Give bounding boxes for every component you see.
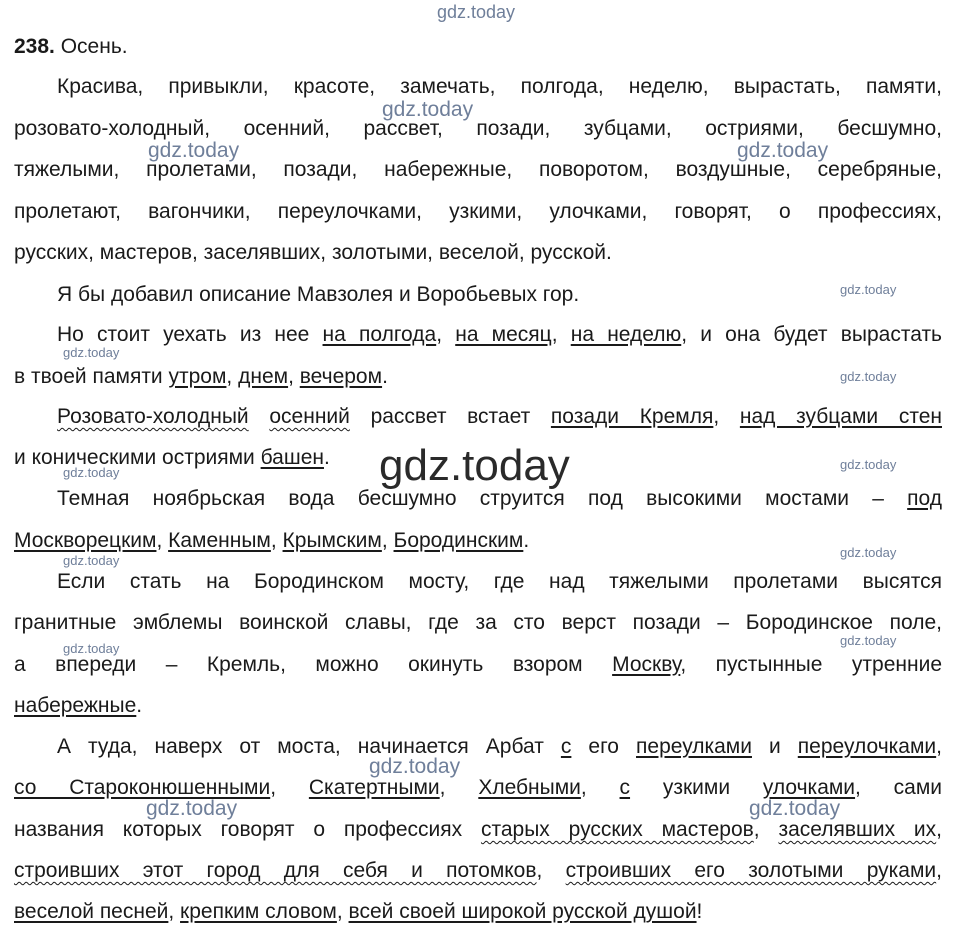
text-line-17: А туда, наверх от моста, начинается Арбат с его переулками и переулочками, — [57, 735, 942, 758]
underlined-word: переулками — [636, 735, 752, 758]
header-watermark: gdz.today — [437, 2, 516, 22]
wavy-underlined-phrase: старых русских мастеров — [480, 818, 754, 841]
wavy-underlined-phrase: строивших этот город для себя и потомков — [14, 859, 537, 882]
text-line-13: Если стать на Бородинском мосту, где над тяжелыми пролетами высятся — [57, 570, 942, 593]
text-line-9: Розовато-холодный осенний рассвет встает позади Кремля, над зубцами стен — [57, 405, 942, 428]
wavy-underlined-phrase: заселявших их — [778, 818, 937, 841]
text-line-19: названия которых говорят о профессиях старых русских мастеров, заселявших их, — [14, 818, 943, 841]
underlined-word: улочками — [762, 776, 856, 799]
underlined-phrase: на месяц — [455, 323, 552, 346]
underlined-word: башен — [260, 446, 324, 469]
wavy-underlined-word: осенний — [269, 405, 350, 428]
watermark: gdz.today — [840, 369, 897, 384]
underlined-phrase: позади Кремля — [550, 405, 714, 428]
text-line-10: и коническими остриями башен. — [14, 446, 330, 469]
wavy-underlined-phrase: строивших его золотыми руками — [565, 859, 937, 882]
text-line-20: строивших этот город для себя и потомков, строивших его золотыми руками, — [14, 859, 942, 882]
text-line-15: а впереди – Кремль, можно окинуть взором Москву, пустынные утренние — [14, 653, 942, 676]
underlined-word: утром — [168, 365, 227, 388]
wordlist-line-1: Красива, привыкли, красоте, замечать, полгода, неделю, вырастать, памяти, — [57, 75, 942, 98]
watermark: gdz.today — [382, 98, 474, 121]
text-line-16: набережные. — [14, 694, 143, 717]
underlined-phrase: над зубцами стен — [739, 405, 942, 428]
text-line-14: гранитные эмблемы воинской славы, где за сто верст позади – Бородинское поле, — [14, 611, 942, 634]
large-watermark: gdz.today — [379, 441, 570, 490]
watermark: gdz.today — [63, 641, 120, 656]
text-line-18: со Староконюшенными, Скатертными, Хлебными, с узкими улочками, сами — [14, 776, 943, 799]
underlined-word: днем — [238, 365, 289, 388]
exercise-title: Осень. — [60, 35, 128, 58]
watermark: gdz.today — [63, 553, 120, 568]
underlined-phrase: всей своей широкой русской душой — [348, 900, 697, 923]
watermark: gdz.today — [369, 755, 461, 778]
underlined-phrase: на неделю — [570, 323, 682, 346]
wordlist-line-3: тяжелыми, пролетами, позади, набережные, поворотом, воздушные, серебряные, — [14, 158, 942, 181]
underlined-word: Москву — [612, 653, 681, 676]
underlined-word: с — [560, 735, 572, 758]
wordlist-line-2: розовато-холодный, осенний, рассвет, позади, зубцами, остриями, бесшумно, — [14, 117, 942, 140]
text-line-21: веселой песней, крепким словом, всей своей широкой русской душой! — [14, 900, 703, 923]
watermark: gdz.today — [840, 457, 897, 472]
wordlist-line-5: русских, мастеров, заселявших, золотыми, веселой, русской. — [14, 241, 612, 264]
underlined-word: с — [619, 776, 631, 799]
exercise-number: 238. — [14, 35, 55, 58]
watermark: gdz.today — [749, 797, 841, 820]
exercise-heading — [14, 34, 942, 60]
underlined-phrase: крепким словом — [180, 900, 337, 923]
wavy-underlined-word: Розовато-холодный — [57, 405, 249, 428]
watermark: gdz.today — [840, 545, 897, 560]
underlined-word: Бородинским — [393, 529, 524, 552]
text-line-7: Но стоит уехать из нее на полгода, на месяц, на неделю, и она будет вырастать — [57, 323, 943, 346]
text-line-11: Темная ноябрьская вода бесшумно струится под высокими мостами – под — [57, 487, 942, 510]
underlined-phrase: на полгода — [322, 323, 437, 346]
text-line-8: в твоей памяти утром, днем, вечером. — [14, 365, 388, 388]
underlined-phrase: веселой песней — [14, 900, 169, 923]
watermark: gdz.today — [63, 345, 120, 360]
watermark: gdz.today — [840, 633, 897, 648]
answer-sentence: Я бы добавил описание Мавзолея и Воробьевых гор. — [57, 283, 580, 306]
watermark: gdz.today — [737, 139, 829, 162]
underlined-word: вечером — [299, 365, 383, 388]
underlined-word: Скатертными — [308, 776, 440, 799]
underlined-word: Хлебными — [478, 776, 581, 799]
underlined-word: Крымским — [282, 529, 382, 552]
underlined-word: Каменным — [168, 529, 271, 552]
text-line-12: Москворецким, Каменным, Крымским, Бородинским. — [14, 529, 530, 552]
watermark: gdz.today — [63, 465, 120, 480]
underlined-word: под — [907, 487, 942, 510]
wordlist-line-4: пролетают, вагончики, переулочками, узкими, улочками, говорят, о профессиях, — [14, 200, 942, 223]
underlined-word: переулочками — [797, 735, 937, 758]
watermark: gdz.today — [148, 139, 240, 162]
watermark: gdz.today — [840, 282, 897, 297]
underlined-word: набережные — [14, 694, 137, 717]
watermark: gdz.today — [146, 797, 238, 820]
underlined-word: Москворецким — [14, 529, 157, 552]
underlined-phrase: со Староконюшенными — [14, 776, 271, 799]
